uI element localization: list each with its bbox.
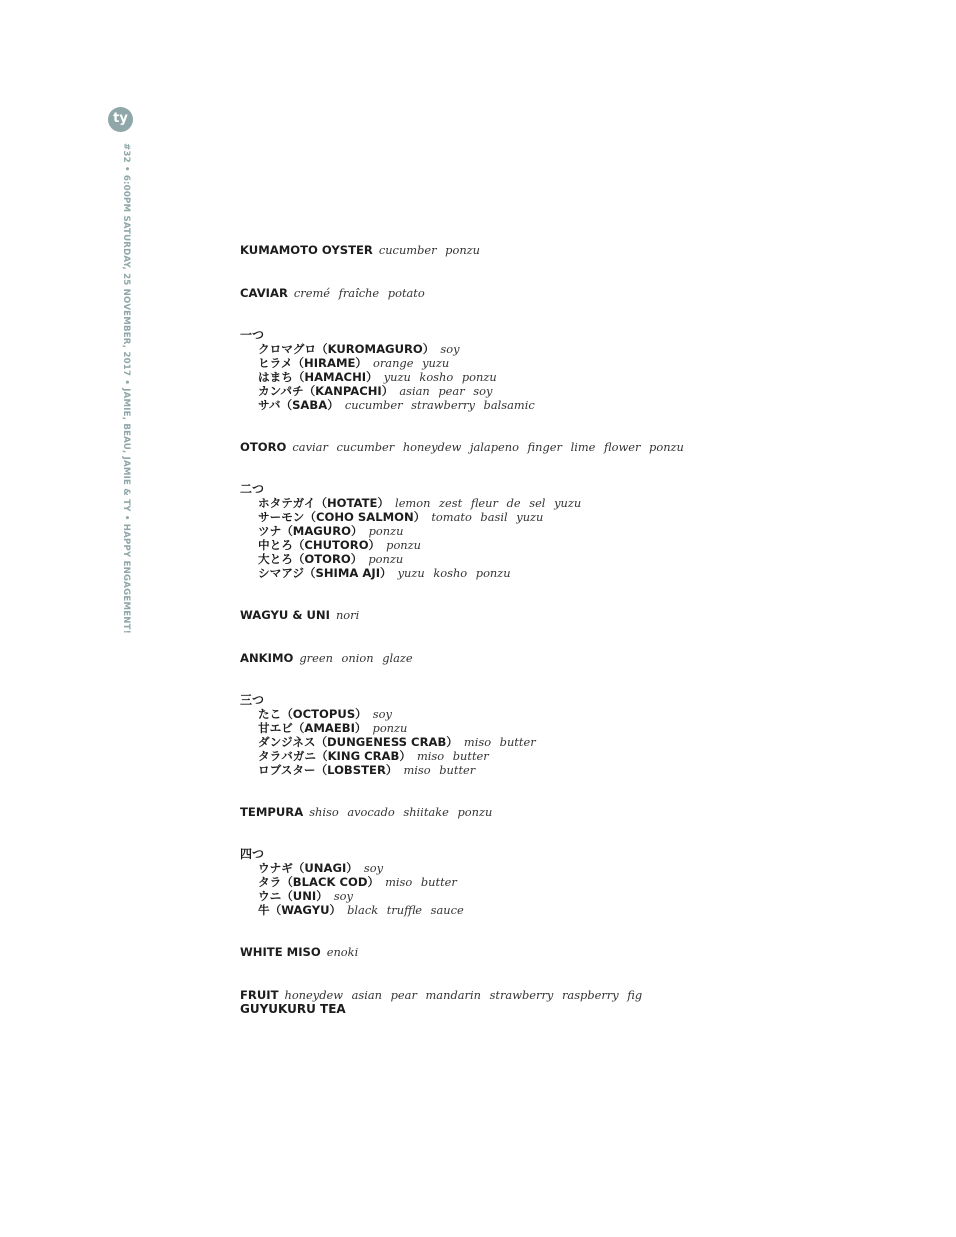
course-name: ホタテガイ（HOTATE） [258, 496, 390, 510]
course-name: シマアジ（SHIMA AJI） [258, 566, 392, 580]
course-name: 大とろ（OTORO） [258, 552, 363, 566]
course-kumamoto-oyster [240, 243, 480, 257]
course-item [240, 510, 581, 524]
course-description: soy [333, 889, 353, 903]
course-item [240, 566, 581, 580]
course-item [240, 496, 581, 510]
course-name: サバ（SABA） [258, 398, 339, 412]
course-item [240, 384, 535, 398]
course-name: サーモン（COHO SALMON） [258, 510, 426, 524]
course-description: lemon zest fleur de sel yuzu [395, 496, 582, 510]
course-name: タラバガニ（KING CRAB） [258, 749, 411, 763]
course-name: はまち（HAMACHI） [258, 370, 378, 384]
course-description: asian pear soy [399, 384, 493, 398]
course-description: cucumber ponzu [378, 243, 480, 257]
course-name: ダンジネス（DUNGENESS CRAB） [258, 735, 458, 749]
course-otoro [240, 440, 684, 454]
course-name: 甘エビ（AMAEBI） [258, 721, 367, 735]
course-description: ponzu [368, 552, 404, 566]
course-item [240, 903, 464, 917]
course-item [240, 356, 535, 370]
course-group-heading: 一つ [240, 328, 265, 342]
course-item [240, 735, 536, 749]
course-white-miso [240, 945, 358, 959]
course-item [240, 342, 535, 356]
course-item [240, 763, 536, 777]
course-group-one [240, 328, 535, 412]
course-description: honeydew asian pear mandarin strawberry raspberry fig [284, 988, 643, 1002]
course-name: たこ（OCTOPUS） [258, 707, 367, 721]
course-name: カンパチ（KANPACHI） [258, 384, 394, 398]
course-tempura [240, 805, 492, 819]
course-name: クロマグロ（KUROMAGURO） [258, 342, 435, 356]
course-description: soy [440, 342, 460, 356]
ty-logo: ty [108, 107, 133, 132]
course-item [240, 707, 536, 721]
event-info-sidebar [111, 143, 131, 683]
course-description: ponzu [386, 538, 421, 552]
course-name: ウニ（UNI） [258, 889, 328, 903]
course-description: yuzu kosho ponzu [383, 370, 497, 384]
course-description: yuzu kosho ponzu [397, 566, 511, 580]
course-item [240, 524, 581, 538]
course-ankimo [240, 651, 413, 665]
course-description: black truffle sauce [347, 903, 464, 917]
course-name: 牛（WAGYU） [258, 903, 342, 917]
course-name: 中とろ（CHUTORO） [258, 538, 381, 552]
course-caviar [240, 286, 425, 300]
course-item [240, 370, 535, 384]
course-group-heading: 三つ [240, 693, 265, 707]
course-description: soy [372, 707, 392, 721]
course-name: CAVIAR [240, 286, 288, 300]
course-description: green onion glaze [299, 651, 413, 665]
course-group-four [240, 847, 464, 917]
course-item [240, 861, 464, 875]
course-group-heading: 四つ [240, 847, 265, 861]
course-description: tomato basil yuzu [431, 510, 544, 524]
course-name: ロブスター（LOBSTER） [258, 763, 398, 777]
course-item [240, 875, 464, 889]
event-info-text: #32 • 6:00PM SATURDAY, 25 NOVEMBER, 2017 • JAMIE, BEAU, JAMIE & TY • HAPPY ENGAGEMENT! [121, 143, 131, 634]
course-wagyu-uni [240, 608, 359, 622]
course-name: ヒラメ（HIRAME） [258, 356, 367, 370]
course-item [240, 398, 535, 412]
course-name: タラ（BLACK COD） [258, 875, 380, 889]
course-name: FRUIT [240, 988, 279, 1002]
course-description: shiso avocado shiitake ponzu [309, 805, 493, 819]
course-item [240, 721, 536, 735]
course-description: orange yuzu [373, 356, 450, 370]
course-group-two [240, 482, 581, 580]
course-name: TEMPURA [240, 805, 304, 819]
course-description: cucumber strawberry balsamic [344, 398, 535, 412]
course-name: ツナ（MAGURO） [258, 524, 363, 538]
course-description: ponzu [372, 721, 408, 735]
course-description: ponzu [368, 524, 404, 538]
course-tea: GUYUKURU TEA [240, 1002, 346, 1016]
course-item [240, 538, 581, 552]
course-description: miso butter [463, 735, 536, 749]
course-name: WHITE MISO [240, 945, 321, 959]
course-group-heading: 二つ [240, 482, 265, 496]
course-fruit [240, 988, 642, 1016]
course-description: soy [363, 861, 384, 875]
course-description: nori [335, 608, 360, 622]
course-description: cremé fraîche potato [293, 286, 425, 300]
course-description: caviar cucumber honeydew jalapeno finger lime flower ponzu [292, 440, 684, 454]
course-item [240, 749, 536, 763]
course-item [240, 889, 464, 903]
course-name: ウナギ（UNAGI） [258, 861, 358, 875]
course-group-three [240, 693, 536, 777]
course-description: miso butter [403, 763, 476, 777]
course-description: enoki [326, 945, 359, 959]
course-name: WAGYU & UNI [240, 608, 330, 622]
course-item [240, 552, 581, 566]
course-name: KUMAMOTO OYSTER [240, 243, 373, 257]
course-name: OTORO [240, 440, 287, 454]
course-name: ANKIMO [240, 651, 294, 665]
course-description: miso butter [385, 875, 457, 889]
course-description: miso butter [416, 749, 489, 763]
